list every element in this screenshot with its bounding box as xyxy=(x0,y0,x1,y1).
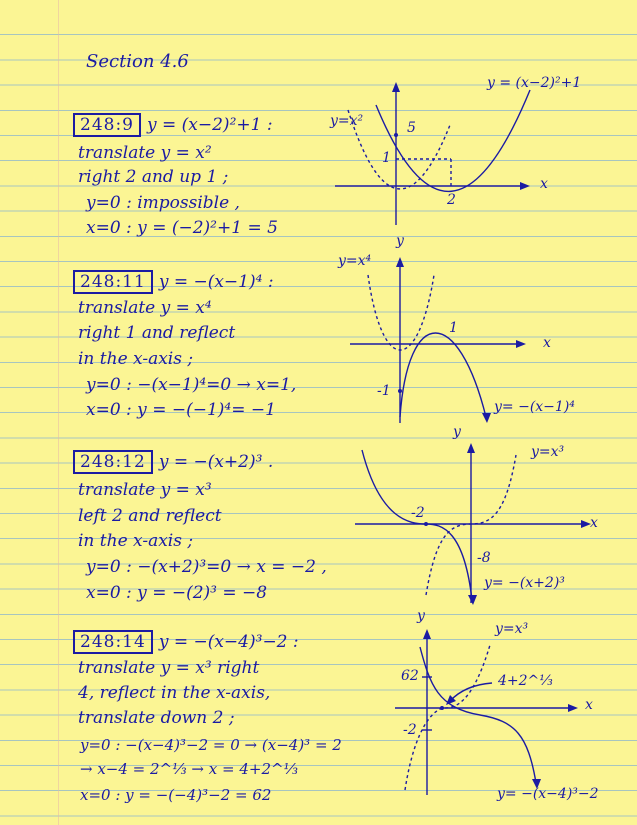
y-axis-arrowhead xyxy=(423,629,431,639)
curve-end-arrow xyxy=(482,413,491,423)
mark-y-neg8: -8 xyxy=(477,550,491,566)
x-axis-label: x xyxy=(585,697,593,713)
problem-line: translate y = x² xyxy=(78,143,212,163)
base-curve-label: y=x⁴ xyxy=(338,253,372,269)
y-axis-arrowhead xyxy=(392,82,400,92)
problem-line: right 1 and reflect xyxy=(78,323,236,343)
problem-heading xyxy=(73,115,273,135)
problem-heading xyxy=(73,272,274,292)
problem-line: right 2 and up 1 ; xyxy=(78,167,229,187)
problem-heading xyxy=(73,632,299,652)
x-axis-label: x xyxy=(590,515,598,531)
problem-equation: y = (x−2)²+1 : xyxy=(147,115,273,135)
problem-line: translate y = x⁴ xyxy=(78,298,212,318)
y-axis-label: y xyxy=(453,424,461,440)
mark-y-neg1: -1 xyxy=(377,383,391,399)
y-axis-arrowhead xyxy=(467,443,475,453)
problem-heading xyxy=(73,452,273,472)
problem-line: y=0 : −(x−4)³−2 = 0 → (x−4)³ = 2 xyxy=(80,736,342,754)
mark-y-1: 1 xyxy=(382,150,391,166)
y-intercept-dot xyxy=(398,389,402,393)
problem-line: left 2 and reflect xyxy=(78,506,222,526)
problem-line: translate y = x³ right xyxy=(78,658,260,678)
problem-label: 248:9 xyxy=(73,113,141,137)
problem-line: x=0 : y = −(−1)⁴= −1 xyxy=(86,400,276,420)
reflected-cubic xyxy=(420,647,536,783)
shifted-parabola xyxy=(376,90,530,191)
problem-line: in the x-axis ; xyxy=(78,531,194,551)
base-curve-label: y=x³ xyxy=(495,621,529,637)
mark-x-2: 2 xyxy=(447,192,456,208)
root-pointer xyxy=(450,683,492,701)
margin-line xyxy=(58,0,59,825)
reflected-cubic xyxy=(362,450,472,600)
curve-end-arrow xyxy=(468,595,477,605)
reflected-quartic xyxy=(400,333,486,417)
base-curve-label: y=x³ xyxy=(531,444,565,460)
mark-x-1: 1 xyxy=(449,320,458,336)
problem-line: y=0 : impossible , xyxy=(86,193,240,213)
problem-label: 248:12 xyxy=(73,450,153,474)
base-curve-x3 xyxy=(405,645,490,790)
base-curve-label: y=x² xyxy=(330,113,364,129)
graph-248-12 xyxy=(340,435,610,610)
y-axis-label: y xyxy=(417,608,425,624)
x-axis-label: x xyxy=(540,176,548,192)
graph-248-14 xyxy=(380,615,610,805)
root-dot xyxy=(440,706,444,710)
curve-label: y= −(x+2)³ xyxy=(484,575,565,591)
problem-equation: y = −(x−1)⁴ : xyxy=(158,272,274,292)
mark-y-neg2: -2 xyxy=(403,722,417,738)
problem-line: 4, reflect in the x-axis, xyxy=(78,683,271,703)
mark-x-neg2: -2 xyxy=(411,505,425,521)
problem-label: 248:11 xyxy=(73,270,153,294)
x-axis-arrowhead xyxy=(516,340,526,348)
problem-line: x=0 : y = (−2)²+1 = 5 xyxy=(86,218,278,238)
curve-label: y= −(x−1)⁴ xyxy=(494,399,575,415)
y-axis-label: y xyxy=(396,233,404,249)
mark-y-62: 62 xyxy=(401,668,419,684)
section-title: Section 4.6 xyxy=(86,51,189,72)
y-intercept-dot xyxy=(394,133,398,137)
y-axis-arrowhead xyxy=(396,257,404,267)
base-curve-x4 xyxy=(368,275,434,350)
problem-line: x=0 : y = −(−4)³−2 = 62 xyxy=(80,786,272,804)
problem-line: y=0 : −(x−1)⁴=0 → x=1, xyxy=(86,375,297,395)
problem-line: translate y = x³ xyxy=(78,480,212,500)
graph-248-9 xyxy=(320,70,620,240)
problem-line: in the x-axis ; xyxy=(78,349,194,369)
base-curve-x-squared xyxy=(348,110,450,189)
problem-equation: y = −(x−4)³−2 : xyxy=(158,632,299,652)
problem-line: → x−4 = 2^⅓ → x = 4+2^⅓ xyxy=(80,760,299,778)
mark-root: 4+2^⅓ xyxy=(498,673,553,689)
mark-y-5: 5 xyxy=(407,120,416,136)
problem-line: translate down 2 ; xyxy=(78,708,235,728)
x-axis-arrowhead xyxy=(520,182,530,190)
curve-label: y= −(x−4)³−2 xyxy=(497,786,599,802)
problem-equation: y = −(x+2)³ . xyxy=(158,452,274,472)
x-axis-arrowhead xyxy=(568,704,578,712)
problem-line: x=0 : y = −(2)³ = −8 xyxy=(86,583,268,603)
problem-label: 248:14 xyxy=(73,630,153,654)
x-axis-label: x xyxy=(543,335,551,351)
curve-label: y = (x−2)²+1 xyxy=(487,75,582,91)
problem-line: y=0 : −(x+2)³=0 → x = −2 , xyxy=(86,557,327,577)
root-dot xyxy=(424,522,428,526)
